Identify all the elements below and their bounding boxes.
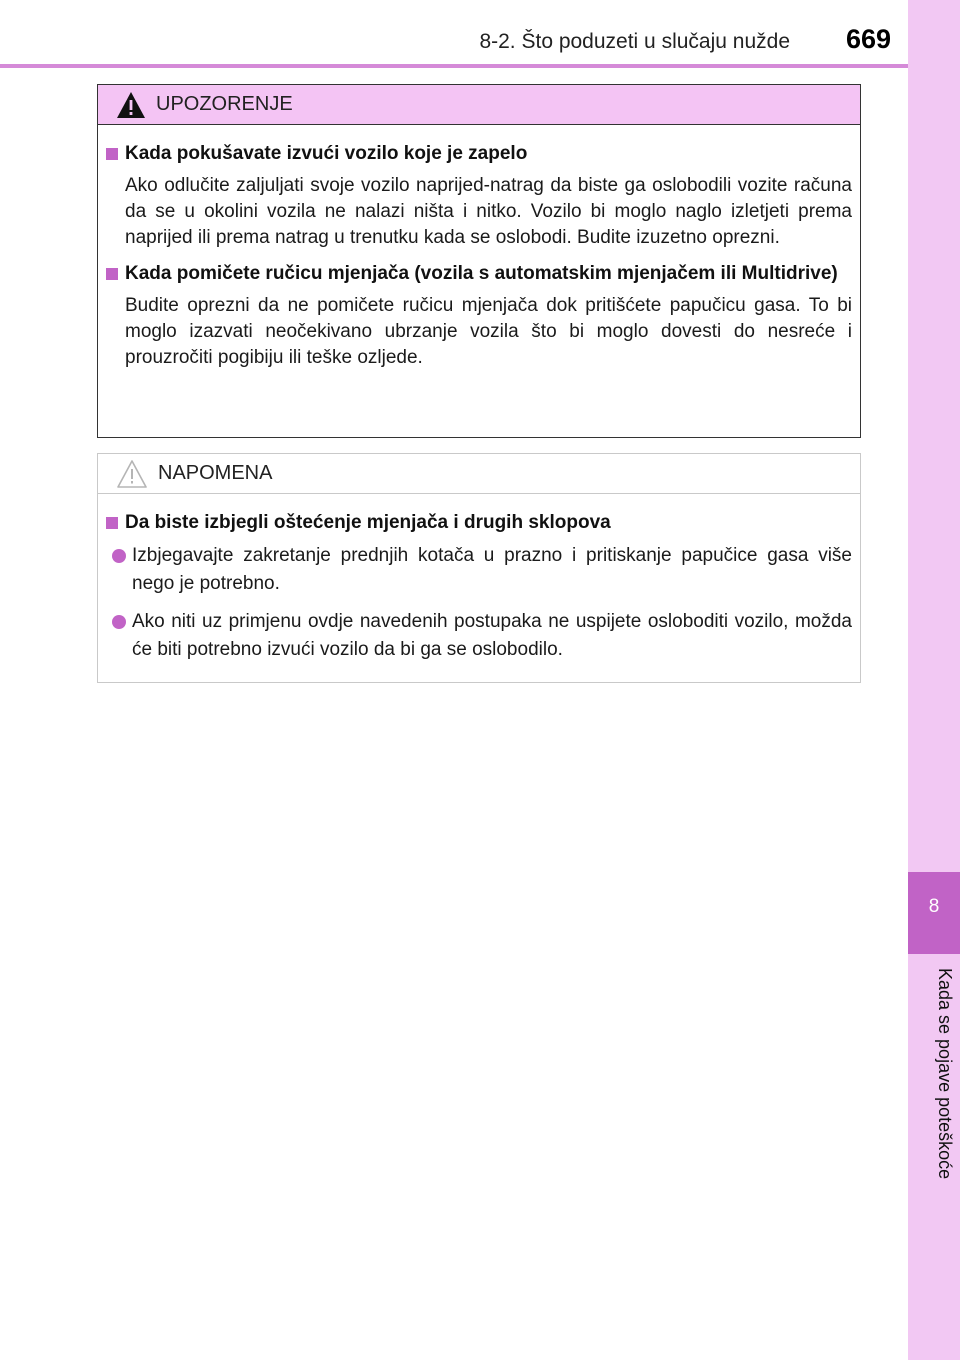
- note-label: NAPOMENA: [158, 462, 273, 484]
- warning-body: [98, 125, 860, 371]
- warning-section-heading: [106, 141, 852, 167]
- note-header: [98, 454, 860, 494]
- note-list-item: [106, 542, 852, 598]
- warning-section-heading-text: Kada pomičete ručicu mjenjača (vozila s automatskim mjenjačem ili Multidrive): [125, 263, 838, 284]
- header-rule: [0, 64, 908, 68]
- square-bullet-icon: [106, 517, 118, 529]
- note-section-heading-text: Da biste izbjegli oštećenje mjenjača i drugih sklopova: [125, 512, 611, 533]
- note-list-item: [106, 608, 852, 664]
- warning-triangle-outline-icon: [116, 459, 148, 489]
- warning-header: [98, 85, 860, 125]
- note-section-heading: [106, 510, 852, 536]
- note-list-item-text: Ako niti uz primjenu ovdje navedenih postupaka ne uspijete osloboditi vozilo, možda će biti potrebno izvući vozilo da bi ga se oslobodilo.: [132, 611, 852, 660]
- page-number: 669: [846, 24, 892, 54]
- warning-section-heading: [106, 261, 852, 287]
- warning-box: [97, 84, 861, 438]
- warning-section-text: Budite oprezni da ne pomičete ručicu mjenjača dok pritišćete papučicu gasa. To bi moglo izazvati neočekivano ubrzanje vozila što bi moglo dovesti do nesreće i prouzročiti pogibiju ili teške ozljede.: [125, 295, 852, 368]
- note-list-item-text: Izbjegavajte zakretanje prednjih kotača u prazno i pritiskanje papučice gasa više nego je potrebno.: [132, 545, 852, 594]
- chapter-label: Kada se pojave poteškoće: [935, 968, 955, 1180]
- circle-bullet-icon: [112, 615, 126, 629]
- warning-section-text: Ako odlučite zaljuljati svoje vozilo naprijed-natrag da biste ga oslobodili vozite računa da se u okolini vozila ne nalazi ništa i nitko. Vozilo bi moglo naglo izletjeti prema naprijed ili prema natrag u trenutku kada se oslobodi. Budite izuzetno oprezni.: [125, 175, 852, 248]
- note-body: [98, 494, 860, 664]
- warning-triangle-filled-icon: [116, 91, 146, 119]
- square-bullet-icon: [106, 148, 118, 160]
- circle-bullet-icon: [112, 549, 126, 563]
- note-box: [97, 453, 861, 683]
- warning-label: UPOZORENJE: [156, 93, 293, 115]
- square-bullet-icon: [106, 268, 118, 280]
- warning-section-heading-text: Kada pokušavate izvući vozilo koje je zapelo: [125, 143, 528, 164]
- running-header-title: 8-2. Što poduzeti u slučaju nužde: [479, 30, 790, 53]
- chapter-number: 8: [928, 896, 940, 917]
